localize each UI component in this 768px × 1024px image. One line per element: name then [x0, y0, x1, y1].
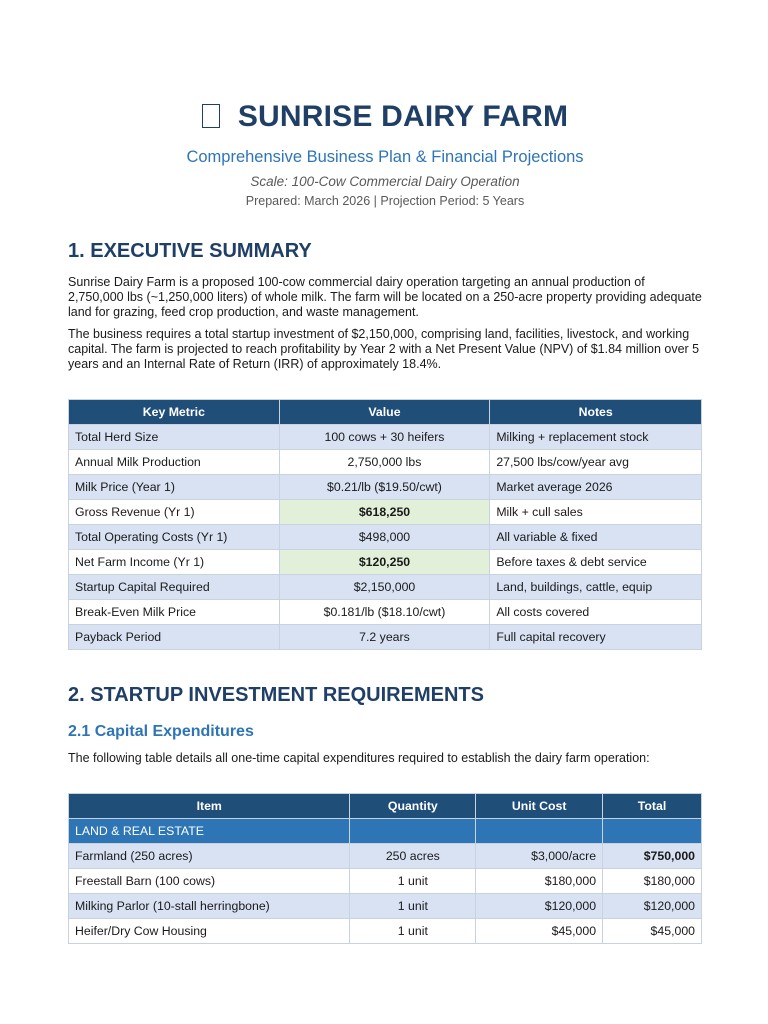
unit-cost-cell: $180,000 [476, 869, 603, 894]
item-cell: Milking Parlor (10-stall herringbone) [69, 894, 350, 919]
title-text: SUNRISE DAIRY FARM [237, 100, 569, 133]
value-cell: $2,150,000 [279, 575, 490, 600]
table-row [69, 450, 702, 475]
table-header-row [69, 794, 702, 819]
capital-expenditures-heading: 2.1 Capital Expenditures [68, 723, 254, 740]
category-empty-cell [603, 819, 702, 844]
capital-expenditures-intro: The following table details all one-time capital expenditures required to establish the dairy farm operation: [68, 751, 650, 765]
table-row [69, 919, 702, 944]
startup-investment-heading: 2. STARTUP INVESTMENT REQUIREMENTS [68, 684, 484, 706]
total-cell: $750,000 [603, 844, 702, 869]
table-row [69, 625, 702, 650]
item-cell: Heifer/Dry Cow Housing [69, 919, 350, 944]
column-header-item: Item [69, 794, 350, 819]
metric-cell: Total Operating Costs (Yr 1) [69, 525, 280, 550]
value-cell: 7.2 years [279, 625, 490, 650]
table-row [69, 869, 702, 894]
executive-summary-paragraph-2: The business requires a total startup investment of $2,150,000, comprising land, facilities, livestock, and working capital. The farm is projected to reach profitability by Year 2 with a Net Present Value (NPV) of $1.84 million over 5 years and an Internal Rate of Return (IRR) of approximately 18.4%. [68, 327, 700, 371]
item-cell: Farmland (250 acres) [69, 844, 350, 869]
table-row [69, 894, 702, 919]
metric-cell: Net Farm Income (Yr 1) [69, 550, 280, 575]
metric-cell: Break-Even Milk Price [69, 600, 280, 625]
quantity-cell: 1 unit [350, 894, 476, 919]
unit-cost-cell: $3,000/acre [476, 844, 603, 869]
table-row [69, 550, 702, 575]
notes-cell: Milk + cull sales [490, 500, 702, 525]
quantity-cell: 1 unit [350, 869, 476, 894]
value-cell: $0.181/lb ($18.10/cwt) [279, 600, 490, 625]
category-label: LAND & REAL ESTATE [69, 819, 350, 844]
key-metrics-table [68, 399, 702, 650]
value-cell-highlighted: $120,250 [279, 550, 490, 575]
prepared-line: Prepared: March 2026 | Projection Period: 5 Years [245, 194, 525, 208]
missing-glyph-icon [202, 104, 220, 128]
scale-line: Scale: 100-Cow Commercial Dairy Operation [250, 174, 520, 189]
column-header-value: Value [279, 400, 490, 425]
metric-cell: Payback Period [69, 625, 280, 650]
value-cell: $0.21/lb ($19.50/cwt) [279, 475, 490, 500]
table-row [69, 575, 702, 600]
value-cell: 2,750,000 lbs [279, 450, 490, 475]
executive-summary-heading: 1. EXECUTIVE SUMMARY [68, 240, 312, 262]
metric-cell: Milk Price (Year 1) [69, 475, 280, 500]
notes-cell: Full capital recovery [490, 625, 702, 650]
column-header-notes: Notes [490, 400, 702, 425]
table-row [69, 600, 702, 625]
metric-cell: Startup Capital Required [69, 575, 280, 600]
notes-cell: All costs covered [490, 600, 702, 625]
metric-cell: Total Herd Size [69, 425, 280, 450]
metric-cell: Gross Revenue (Yr 1) [69, 500, 280, 525]
notes-cell: All variable & fixed [490, 525, 702, 550]
unit-cost-cell: $45,000 [476, 919, 603, 944]
column-header-total: Total [603, 794, 702, 819]
value-cell-highlighted: $618,250 [279, 500, 490, 525]
document-title [68, 100, 702, 134]
table-row [69, 525, 702, 550]
executive-summary-paragraph-1: Sunrise Dairy Farm is a proposed 100-cow commercial dairy operation targeting an annual production of 2,750,000 lbs (~1,250,000 liters) of whole milk. The farm will be located on a 250-acre property providing adequate land for grazing, feed crop production, and waste management. [68, 275, 702, 319]
table-row [69, 475, 702, 500]
total-cell: $45,000 [603, 919, 702, 944]
notes-cell: Market average 2026 [490, 475, 702, 500]
column-header-key-metric: Key Metric [69, 400, 280, 425]
column-header-quantity: Quantity [350, 794, 476, 819]
metric-cell: Annual Milk Production [69, 450, 280, 475]
value-cell: $498,000 [279, 525, 490, 550]
category-empty-cell [476, 819, 603, 844]
notes-cell: Milking + replacement stock [490, 425, 702, 450]
column-header-unit-cost: Unit Cost [476, 794, 603, 819]
value-cell: 100 cows + 30 heifers [279, 425, 490, 450]
total-cell: $120,000 [603, 894, 702, 919]
notes-cell: 27,500 lbs/cow/year avg [490, 450, 702, 475]
category-row [69, 819, 702, 844]
notes-cell: Before taxes & debt service [490, 550, 702, 575]
total-cell: $180,000 [603, 869, 702, 894]
table-header-row [69, 400, 702, 425]
unit-cost-cell: $120,000 [476, 894, 603, 919]
document-subtitle: Comprehensive Business Plan & Financial Projections [186, 148, 584, 166]
quantity-cell: 250 acres [350, 844, 476, 869]
item-cell: Freestall Barn (100 cows) [69, 869, 350, 894]
quantity-cell: 1 unit [350, 919, 476, 944]
table-row [69, 425, 702, 450]
capital-expenditures-table [68, 793, 702, 944]
table-row [69, 500, 702, 525]
category-empty-cell [350, 819, 476, 844]
table-row [69, 844, 702, 869]
notes-cell: Land, buildings, cattle, equip [490, 575, 702, 600]
